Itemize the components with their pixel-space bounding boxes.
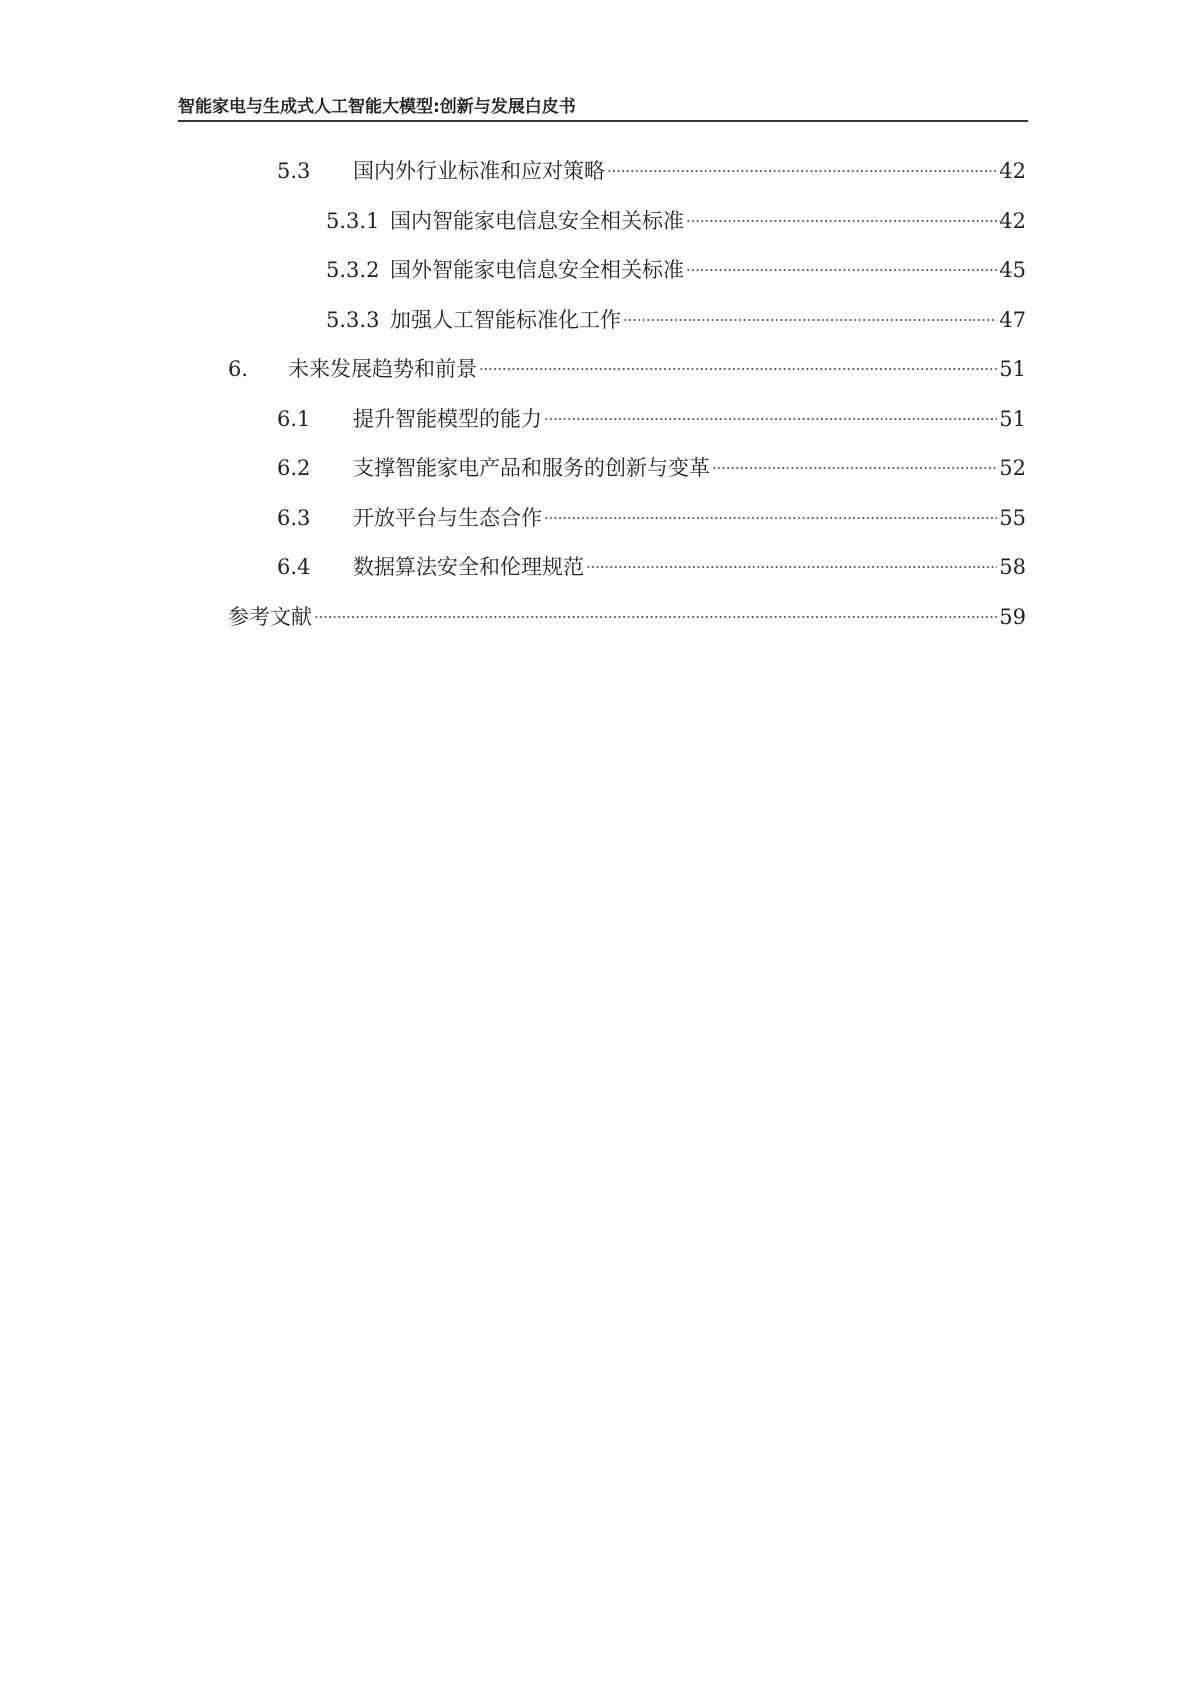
toc-entry-title: 加强人工智能标准化工作 [390,308,621,332]
toc-entry-page: 58 [999,555,1026,579]
dot-leader [544,418,997,420]
toc-entry-title: 参考文献 [228,605,312,629]
dot-leader [544,517,997,519]
toc-entry-title: 支撑智能家电产品和服务的创新与变革 [353,456,710,480]
toc-entry-number: 6.2 [277,456,311,480]
toc-entry-title: 开放平台与生态合作 [353,506,542,530]
toc-entry-page: 51 [999,357,1026,381]
toc-entry-title: 国内外行业标准和应对策略 [353,159,605,183]
toc-entry-6-1[interactable] [277,404,1026,434]
toc-entry-number: 6.4 [277,555,311,579]
toc-entry-references[interactable] [228,602,1026,632]
toc-entry-page: 55 [999,506,1026,530]
toc-entry-6-4[interactable] [277,552,1026,582]
toc-entry-page: 51 [999,407,1026,431]
toc-entry-title: 数据算法安全和伦理规范 [353,555,584,579]
toc-entry-title: 国内智能家电信息安全相关标准 [390,209,684,233]
toc-entry-number: 6.3 [277,506,311,530]
toc-entry-6[interactable] [228,354,1026,384]
dot-leader [586,566,997,568]
toc-entry-number: 5.3 [277,159,311,183]
toc-entry-page: 45 [999,258,1026,282]
toc-entry-number: 6. [228,357,249,381]
toc-entry-number: 6.1 [277,407,311,431]
toc-entry-number: 5.3.2 [326,258,380,282]
toc-entry-number: 5.3.3 [326,308,380,332]
document-title: 智能家电与生成式人工智能大模型:创新与发展白皮书 [178,97,576,117]
toc-entry-5-3-2[interactable] [326,255,1026,285]
toc-entry-5-3[interactable] [277,156,1026,186]
toc-entry-page: 42 [999,209,1026,233]
toc-entry-6-3[interactable] [277,503,1026,533]
toc-entry-page: 52 [999,456,1026,480]
dot-leader [314,616,997,618]
toc-entry-5-3-1[interactable] [326,206,1026,236]
toc-entry-5-3-3[interactable] [326,305,1026,335]
dot-leader [686,269,997,271]
toc-entry-title: 提升智能模型的能力 [353,407,542,431]
dot-leader [686,220,997,222]
dot-leader [712,467,997,469]
toc-entry-title: 国外智能家电信息安全相关标准 [390,258,684,282]
dot-leader [479,368,997,370]
toc-entry-6-2[interactable] [277,453,1026,483]
dot-leader [607,170,997,172]
page-header [178,88,1028,122]
dot-leader [623,319,997,321]
toc-entry-page: 42 [999,159,1026,183]
toc-entry-page: 47 [999,308,1026,332]
toc-entry-title: 未来发展趋势和前景 [288,357,477,381]
toc-entry-number: 5.3.1 [326,209,380,233]
toc-entry-page: 59 [999,605,1026,629]
